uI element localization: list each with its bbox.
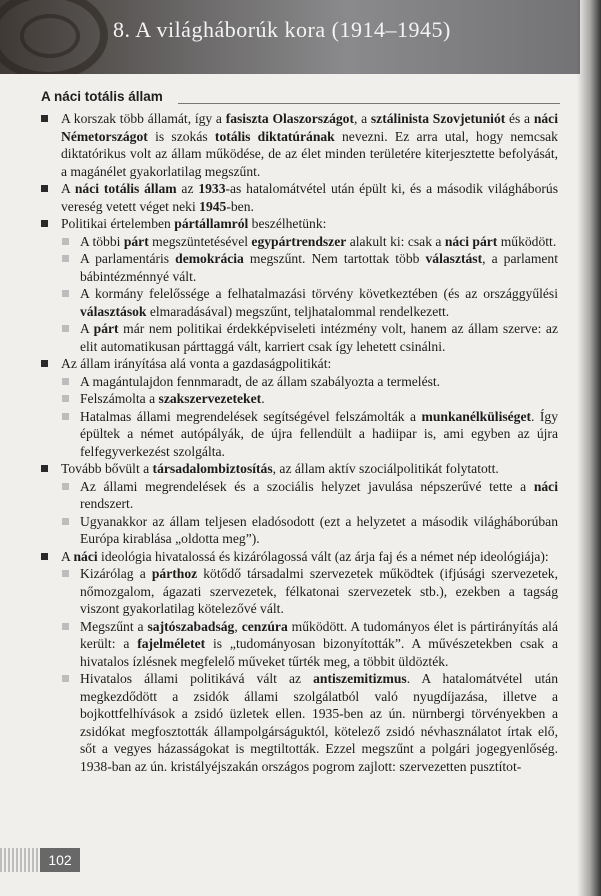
page-number: 102 (40, 848, 80, 872)
bold-term: szakszervezeteket (158, 391, 262, 406)
sub-bullet-item (38, 373, 558, 391)
text-run: , a parlament bábintézménnyé vált. (80, 251, 558, 284)
text-run: is „tudományosan bizonyították”. A művészetekben csak a hivatalos ízlésnek megfelelő műveket tűrték meg, a többit üldözték. (80, 636, 558, 669)
text-run: kötődő társadalmi szervezetek működtek (ifjúsági szervezetek, nőmozgalom, ágazati szervezetek, félkatonai szervezetek stb.), ezekben a tagság viszont gyakorlatilag kötelezővé vált. (80, 566, 558, 616)
text-run: A kormány felelőssége a felhatalmazási törvény következtében (és az országgyűlési (80, 286, 558, 301)
text-run: A magántulajdon fennmaradt, de az állam szabályozta a termelést. (80, 373, 441, 389)
bold-term: pártállamról (174, 216, 249, 231)
text-run: már nem politikai érdekképviseleti intézmény volt, hanem az állam szerve: az elit automatikusan párttaggá vált, karriert csak így lehetett csinálni. (80, 321, 558, 354)
bullet-item (38, 460, 558, 478)
bold-term: párt (93, 321, 119, 336)
text-run: Felszámolta a (80, 391, 159, 406)
text-run: és a (505, 111, 534, 126)
text-run: , (234, 618, 242, 634)
bold-term: demokrácia (175, 251, 244, 266)
text-run: , az állam aktív szociálpolitikát folytatott. (272, 461, 499, 476)
text-run: Hatalmas állami megrendelések segítségével felszámolták a (80, 408, 422, 424)
text-run: működött. A tudományos élet is pártirányítás alá került: a (80, 618, 558, 651)
bold-term: párthoz (151, 566, 198, 581)
bullet-item (38, 180, 558, 215)
bullet-item (38, 110, 558, 180)
text-run: -ben. (226, 198, 254, 214)
text-run: ideológia hivatalossá és kizárólagossá vált (az árja faj és a német nép ideológiája): (97, 548, 549, 564)
text-run: megszüntetésével (148, 233, 252, 249)
sub-bullet-item (38, 478, 558, 513)
bold-term: választást (425, 251, 483, 266)
text-run: működött. (497, 233, 557, 249)
bold-term: náci párt (444, 233, 498, 249)
sub-bullet-item (38, 408, 558, 461)
chapter-title: 8. A világháborúk kora (1914–1945) (113, 17, 451, 42)
sub-bullet-item (38, 233, 558, 251)
bold-term: náci (73, 548, 98, 564)
bold-term: fajelméletet (137, 636, 206, 651)
bold-term: 1945 (199, 198, 227, 214)
text-run: beszélhetünk: (248, 216, 327, 231)
text-run: Az állami megrendelések és a szociális helyzet javulása népszerűvé tette a (80, 478, 534, 494)
page-gutter-shadow (577, 0, 601, 896)
bullet-item (38, 548, 558, 566)
text-run: Megszűnt a (80, 618, 148, 634)
sub-bullet-item (38, 250, 558, 285)
bold-term: sztálinista Szovjetuniót (370, 111, 506, 126)
bold-term: 1933 (198, 181, 226, 196)
text-run: A parlamentáris (80, 251, 176, 266)
text-run: , a (354, 111, 371, 126)
sub-bullet-item (38, 513, 558, 548)
bold-term: egypártrendszer (251, 233, 347, 249)
bold-term: társadalombiztosítás (152, 461, 273, 476)
bullet-item (38, 355, 558, 373)
sub-bullet-item (38, 618, 558, 671)
bold-term: választások (80, 303, 147, 319)
text-run: Hivatalos állami politikává vált az (80, 671, 314, 686)
text-run: A korszak több államát, így a (61, 111, 226, 126)
text-run: nevezni. Ez arra utal, hogy nemcsak diktatórikus volt az állam működése, de az élet minden területére kiterjesztette befolyását, a magánélet gyakorlatilag megszűnt. (61, 128, 558, 179)
text-run: Ugyanakkor az állam teljesen eladósodott (ezt a helyzetet a második világháborúban Európa kirablása „oldotta meg”). (80, 513, 558, 546)
bold-term: antiszemitizmus (313, 671, 407, 686)
text-run: -as hatalomátvétel után épült ki, és a második világháborús vereség vetett véget neki (61, 181, 558, 214)
text-run: Tovább bővült a (61, 461, 153, 476)
heading-rule (178, 103, 560, 104)
section-heading: A náci totális állam (41, 89, 163, 104)
text-run: . (261, 391, 265, 406)
bold-term: fasiszta Olaszországot (225, 111, 354, 126)
text-run: . A hatalomátvétel után megkezdődött a zsidók állami szolgálatból való nyugdíjazása, illetve a bojkottfelhívások a zsidó üzletek ellen. 1935-ben az ún. nürnbergi törvényekben a zsidókat megfosztották állampolgárságuktól, kötelező zsidó névhasználatot írtak elő, sőt a vegyes házasságokat is megtiltották. Ezzel megszűnt a polgári jogegyenlőség. 1938-ban az ún. kristályéjszakán országos pogrom zajlott: szervezetten pusztítot- (80, 671, 558, 774)
sub-bullet-item (38, 670, 558, 775)
text-run: Kizárólag a (80, 566, 152, 581)
text-run: A (80, 321, 94, 336)
sub-bullet-item (38, 390, 558, 408)
bold-term: náci Németországot (61, 111, 558, 144)
text-run: elmaradásával) megszűnt, teljhatalommal rendelkezett. (146, 303, 450, 319)
sub-bullet-item (38, 565, 558, 618)
bold-term: náci (533, 478, 558, 494)
text-run: Az állam irányítása alá vonta a gazdaságpolitikát: (61, 356, 332, 371)
bold-term: totális diktatúrának (214, 128, 335, 144)
text-run: A (61, 548, 74, 564)
bold-term: náci totális állam (74, 181, 177, 196)
page-number-decoration (0, 848, 38, 872)
bold-term: munkanélküliséget (421, 408, 532, 424)
header-decoration-inner (20, 14, 80, 58)
text-run: megszűnt. Nem tartottak több (243, 251, 426, 266)
text-run: is szokás (147, 128, 215, 144)
text-run: az (176, 181, 199, 196)
text-run: alakult ki: csak a (346, 233, 445, 249)
text-run: . Így épültek a német autópályák, de újra fellendült a hadiipar is, ami egyben az újra felfegyverkezést szolgálta. (80, 408, 559, 459)
sub-bullet-item (38, 320, 558, 355)
bold-term: párt (123, 233, 149, 249)
text-run: rendszert. (80, 496, 134, 511)
bullet-item (38, 215, 558, 233)
chapter-header (0, 0, 580, 74)
sub-bullet-item (38, 285, 558, 320)
text-run: Politikai értelemben (61, 216, 175, 231)
bullet-list (38, 110, 558, 775)
bold-term: cenzúra (241, 618, 288, 634)
bold-term: sajtószabadság (147, 618, 235, 634)
text-run: A (61, 181, 75, 196)
text-run: A többi (80, 233, 124, 249)
